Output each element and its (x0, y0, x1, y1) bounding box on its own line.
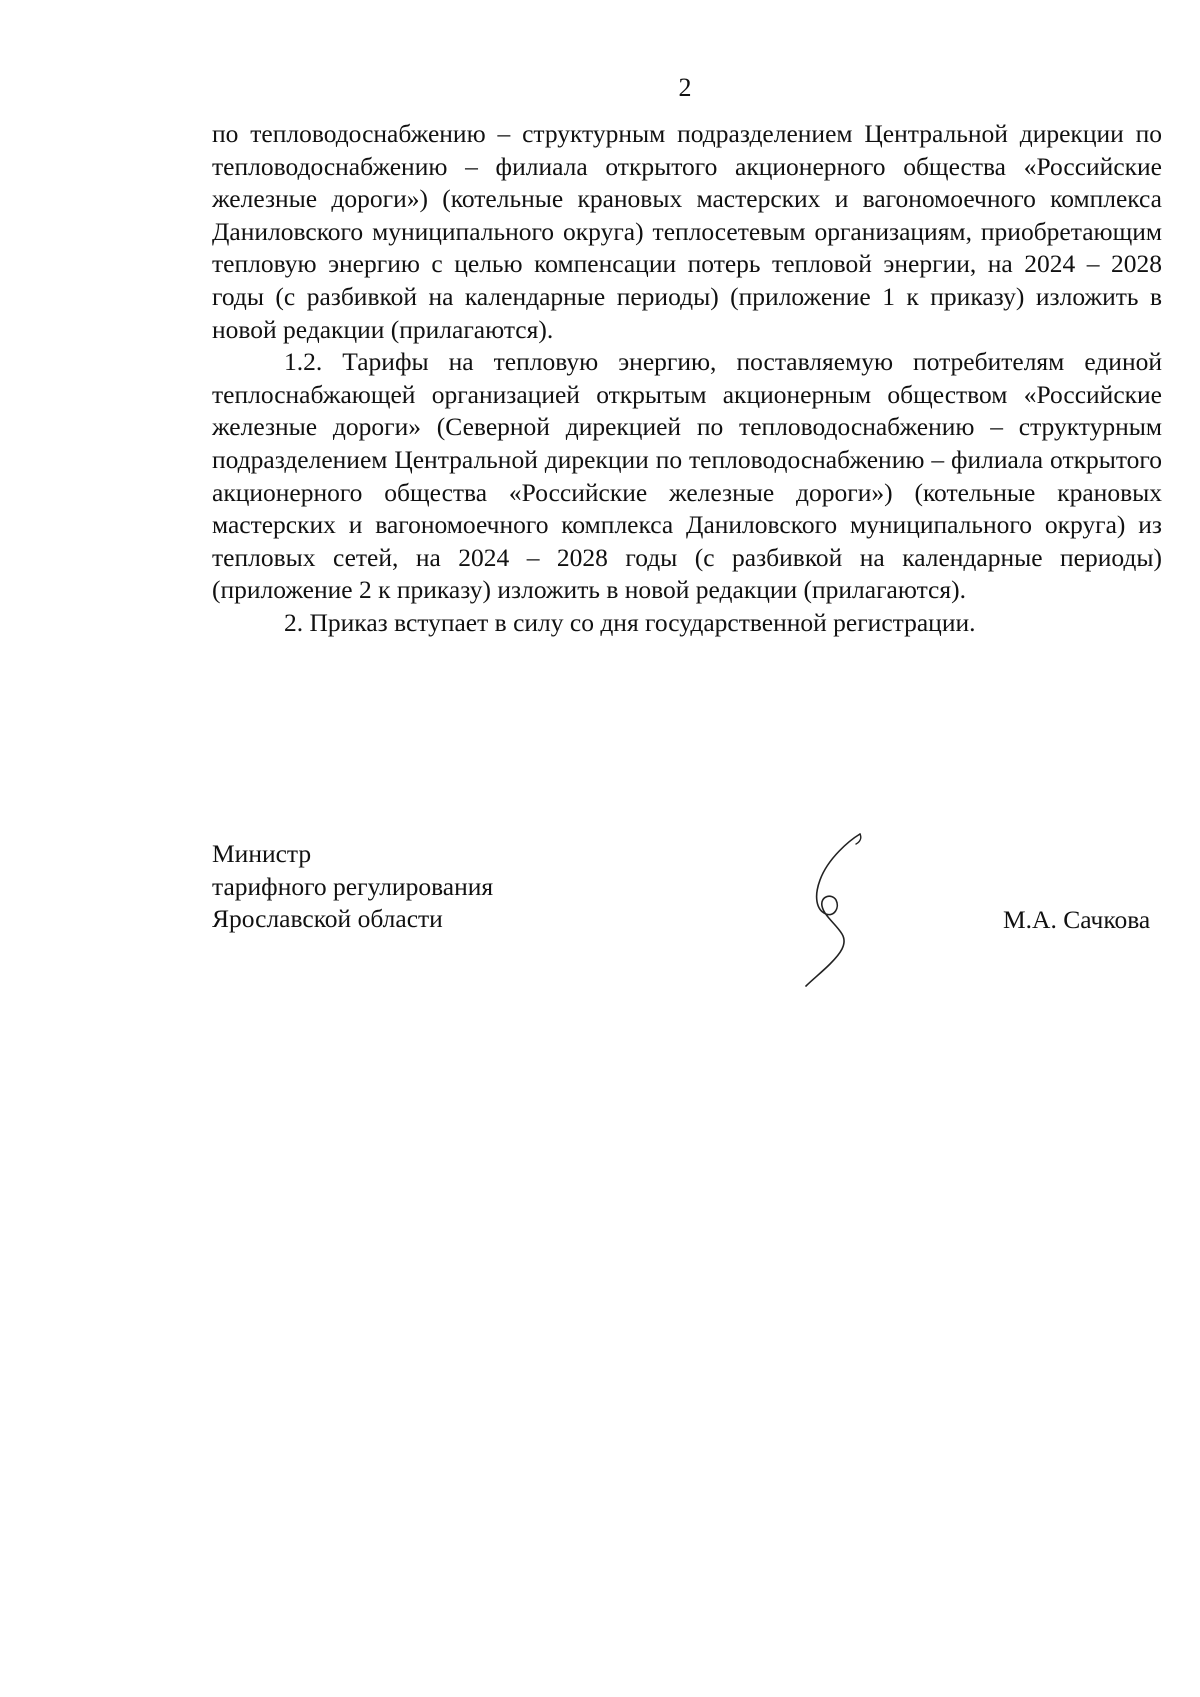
position-line-1: Министр (212, 839, 312, 868)
position-line-3: Ярославской области (212, 904, 443, 934)
document-body (212, 118, 1162, 640)
paragraph-continuation: по тепловодоснабжению – структурным подразделением Центральной дирекции по тепловодоснабжению – филиала открытого акционерного общества «Российские железные дороги») (котельные крановых мастерских и вагономоечного комплекса Даниловского муниципального округа) теплосетевым организациям, приобретающим тепловую энергию с целью компенсации потерь тепловой энергии, на 2024 – 2028 годы (с разбивкой на календарные периоды) (приложение 1 к приказу) изложить в новой редакции (прилагаются). (212, 119, 1162, 344)
paragraph-item-2: 2. Приказ вступает в силу со дня государственной регистрации. (284, 607, 976, 637)
signatory-position (212, 838, 493, 936)
position-line-2: тарифного регулирования (212, 871, 494, 901)
handwritten-signature (790, 830, 880, 990)
signer-name: М.А. Сачкова (1003, 905, 1151, 934)
paragraph-item-1-2: 1.2. Тарифы на тепловую энергию, поставляемую потребителям единой теплоснабжающей организацией открытым акционерным обществом «Российские железные дороги» (Северной дирекцией по тепловодоснабжению – структурным подразделением Центральной дирекции по тепловодоснабжению – филиала открытого акционерного общества «Российские железные дороги») (котельные крановых мастерских и вагономоечного комплекса Даниловского муниципального округа) из тепловых сетей, на 2024 – 2028 годы (с разбивкой на календарные периоды) (приложение 2 к приказу) изложить в новой редакции (прилагаются). (212, 347, 1162, 605)
page-number: 2 (678, 73, 692, 102)
